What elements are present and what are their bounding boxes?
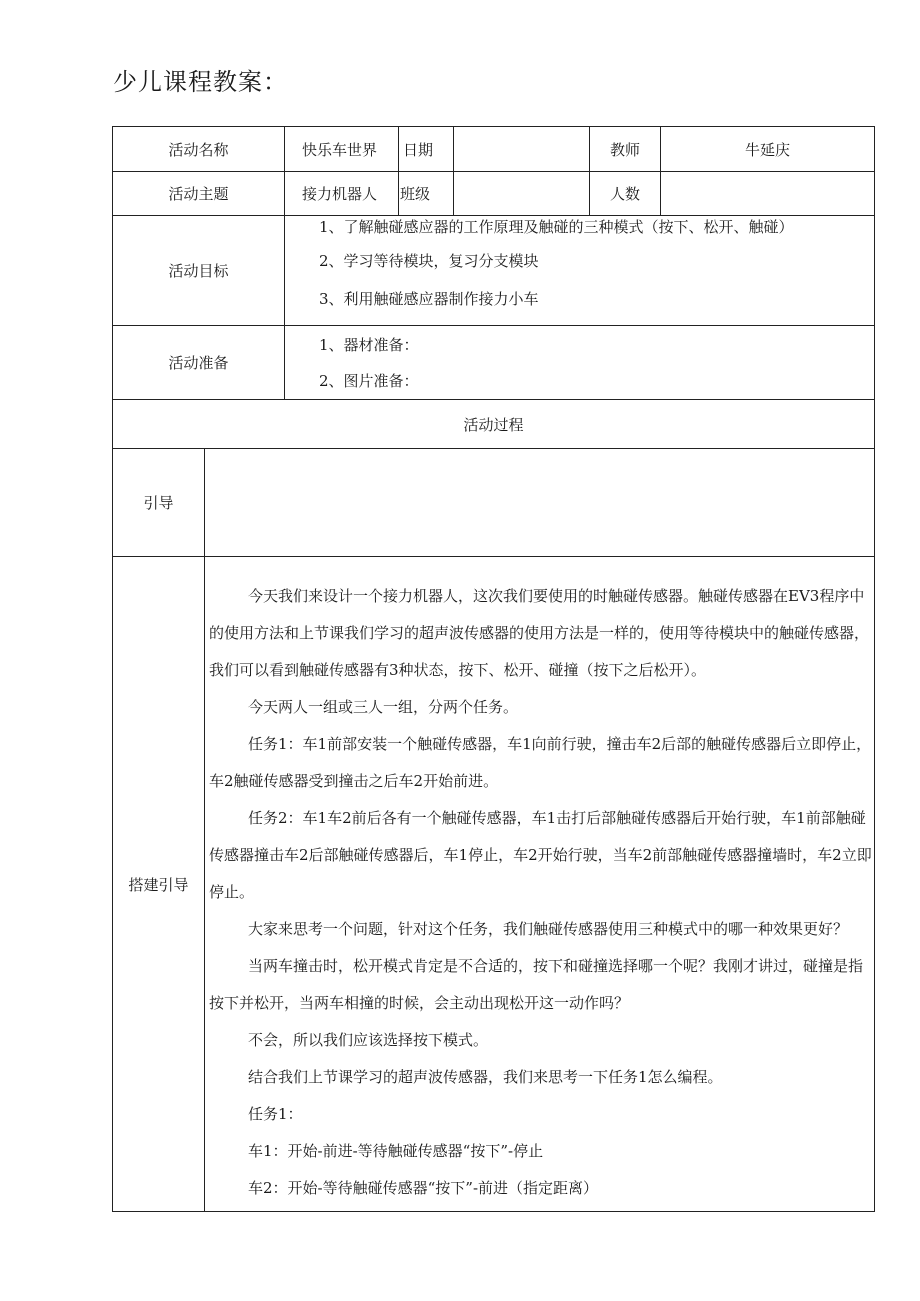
intro-label: 引导 bbox=[113, 449, 205, 557]
intro-content bbox=[205, 449, 875, 557]
paragraph: 任务2：车1车2前后各有一个触碰传感器，车1击打后部触碰传感器后开始行驶，车1前部触碰传感器撞击车2后部触碰传感器后，车1停止，车2开始行驶，当车2前部触碰传感器撞墙时，车2立即停止。 bbox=[209, 809, 872, 901]
prep-item: 2、图片准备： bbox=[319, 372, 419, 390]
row-process-header bbox=[113, 400, 875, 449]
lesson-plan-table bbox=[112, 126, 875, 1212]
row-activity-name bbox=[113, 127, 875, 172]
prep-list bbox=[285, 326, 875, 400]
count-label: 人数 bbox=[590, 172, 661, 216]
row-activity-prep bbox=[113, 326, 875, 400]
activity-name-label: 活动名称 bbox=[113, 127, 285, 172]
teacher-value: 牛延庆 bbox=[661, 127, 875, 172]
paragraph: 车2：开始-等待触碰传感器“按下”-前进（指定距离） bbox=[248, 1179, 599, 1197]
goal-item: 2、学习等待模块，复习分支模块 bbox=[319, 252, 539, 270]
goal-item: 1、了解触碰感应器的工作原理及触碰的三种模式（按下、松开、触碰） bbox=[319, 218, 794, 236]
date-label: 日期 bbox=[399, 127, 454, 172]
activity-name-value: 快乐车世界 bbox=[285, 127, 399, 172]
build-content bbox=[205, 557, 875, 1212]
date-value bbox=[454, 127, 590, 172]
prep-item: 1、器材准备： bbox=[319, 336, 419, 354]
teacher-label: 教师 bbox=[590, 127, 661, 172]
paragraph: 任务1： bbox=[248, 1105, 303, 1123]
prep-label: 活动准备 bbox=[113, 326, 285, 400]
goal-item: 3、利用触碰感应器制作接力小车 bbox=[319, 290, 539, 308]
paragraph: 大家来思考一个问题，针对这个任务，我们触碰传感器使用三种模式中的哪一种效果更好？ bbox=[248, 920, 849, 938]
paragraph: 任务1：车1前部安装一个触碰传感器，车1向前行驶，撞击车2后部的触碰传感器后立即停止，车2触碰传感器受到撞击之后车2开始前进。 bbox=[209, 735, 872, 790]
paragraph: 当两车撞击时，松开模式肯定是不合适的，按下和碰撞选择哪一个呢？我刚才讲过，碰撞是指按下并松开，当两车相撞的时候，会主动出现松开这一动作吗？ bbox=[209, 957, 864, 1012]
paragraph: 今天两人一组或三人一组，分两个任务。 bbox=[248, 698, 519, 716]
paragraph: 不会，所以我们应该选择按下模式。 bbox=[248, 1031, 489, 1049]
process-header: 活动过程 bbox=[113, 400, 875, 449]
page-title: 少儿课程教案： bbox=[113, 68, 288, 96]
row-activity-goals bbox=[113, 216, 875, 326]
build-label: 搭建引导 bbox=[113, 557, 205, 1212]
theme-label: 活动主题 bbox=[113, 172, 285, 216]
row-activity-theme bbox=[113, 172, 875, 216]
count-value bbox=[661, 172, 875, 216]
theme-value: 接力机器人 bbox=[285, 172, 399, 216]
row-build-guide bbox=[113, 557, 875, 1212]
goals-label: 活动目标 bbox=[113, 216, 285, 326]
paragraph: 今天我们来设计一个接力机器人，这次我们要使用的时触碰传感器。触碰传感器在EV3程序中的使用方法和上节课我们学习的超声波传感器的使用方法是一样的，使用等待模块中的触碰传感器，我们可以看到触碰传感器有3种状态，按下、松开、碰撞（按下之后松开）。 bbox=[209, 587, 870, 679]
goals-list bbox=[285, 216, 875, 326]
class-label: 班级 bbox=[399, 172, 454, 216]
class-value bbox=[454, 172, 590, 216]
paragraph: 结合我们上节课学习的超声波传感器，我们来思考一下任务1怎么编程。 bbox=[248, 1068, 723, 1086]
row-intro bbox=[113, 449, 875, 557]
paragraph: 车1：开始-前进-等待触碰传感器“按下”-停止 bbox=[248, 1142, 544, 1160]
